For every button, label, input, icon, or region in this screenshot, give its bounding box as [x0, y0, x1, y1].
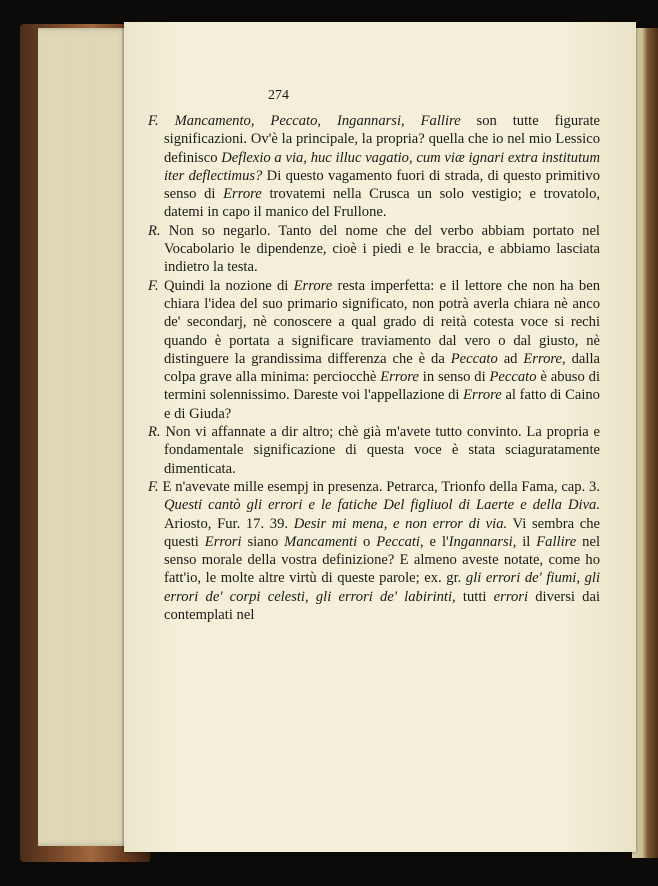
italic-text: Desir mi mena, e non error di via. — [293, 515, 508, 532]
dialogue-entry — [140, 478, 600, 624]
body-text: o — [357, 533, 377, 550]
speaker-label: F. — [148, 478, 159, 495]
italic-text: Peccati — [376, 533, 420, 550]
body-text: al fatto di Caino e di Giuda? — [164, 387, 600, 422]
italic-text: Errore — [523, 350, 563, 367]
italic-text: Errore — [223, 186, 262, 203]
body-text: nel senso morale della vostra definizione? E almeno aveste notate, come ho fatt'io, le molte altre virtù di queste parole; ex. gr. — [164, 533, 601, 587]
body-text: Ariosto, Fur. 17. 39. — [164, 515, 294, 532]
dialogue-entry — [140, 423, 600, 478]
italic-text: Peccato — [270, 113, 318, 129]
body-text: trovatemi nella Crusca un solo vestigio; e trovatolo, datemi in capo il manico del Frullone. — [164, 186, 601, 221]
italic-text: Ingannarsi — [448, 533, 513, 550]
speaker-label: R. — [148, 424, 161, 441]
italic-text: Mancamenti — [284, 533, 358, 550]
italic-text: Errore — [463, 387, 502, 404]
body-text: Vi sembra che questi — [164, 515, 601, 550]
body-text: diversi dai contemplati nel — [164, 588, 601, 624]
italic-text: gli errori de' fiumi, gli errori de' corpi celesti, gli errori de' labirinti, — [164, 570, 601, 605]
body-text: siano — [241, 533, 285, 550]
body-text: , il — [512, 533, 537, 550]
italic-text: Errori — [204, 533, 242, 550]
italic-text: Errore — [380, 369, 419, 386]
body-text: tutti — [455, 588, 494, 605]
italic-text: Errore — [293, 277, 333, 294]
italic-text: Ingannarsi — [336, 113, 402, 129]
italic-text: Mancamento — [174, 113, 251, 129]
body-text: son tutte figurate significazioni. Ov'è la principale, la propria? quella che io nel mio Lessico definisco — [164, 113, 600, 166]
body-text: ad — [497, 350, 524, 367]
body-text: , — [317, 113, 337, 129]
speaker-label: R. — [148, 222, 161, 239]
speaker-label: F. — [148, 277, 159, 294]
italic-text: Questi cantò gli errori e le fatiche Del figliuol di Laerte e della Diva. — [164, 497, 600, 514]
page-edges — [38, 28, 128, 846]
body-text: Non vi affannate a dir altro; chè già m'avete tutto convinto. La propria e fondamentale significazione di questa voce è stata sciaguratamente dimenticata. — [164, 424, 600, 477]
page-number: 274 — [268, 88, 289, 103]
italic-text: Deflexio a via, huc illuc vagatio, cum viæ ignari extra institutum iter deflectimus? — [164, 149, 600, 184]
dialogue-entry — [140, 222, 600, 277]
italic-text: Fallire — [536, 533, 577, 550]
dialogue-entry — [140, 277, 600, 423]
body-text: resta imperfetta: e il lettore che non ha ben chiara l'idea del suo primario significato, non potrà averla chiara nè anco de' secondarj, nè conoscere a qual grado di reità cotesta voce si rechi quando è portata a significare traviamento dal vero o dal giusto, nè distinguere la grandissima differenza che è da — [164, 277, 600, 367]
italic-text: Peccato — [450, 350, 498, 367]
italic-text: errori — [493, 588, 528, 605]
body-text: è abuso di termini solennissimo. Dareste voi l'appellazione di — [164, 369, 600, 404]
body-text: , e l' — [420, 533, 449, 550]
body-text: , — [250, 113, 271, 129]
speaker-label: F. — [148, 113, 159, 129]
body-text: , dalla colpa grave alla minima: perciocchè — [164, 350, 600, 386]
body-text: , — [401, 113, 421, 129]
body-text: E n'avevate mille esempj in presenza. Petrarca, Trionfo della Fama, cap. 3. — [162, 478, 600, 495]
page-text — [140, 112, 600, 624]
body-text: Non so negarlo. Tanto del nome che del verbo abbiam portato nel Vocabolario le dipendenze, cioè i piedi e le braccia, e abbiamo lasciata indietro la testa. — [164, 222, 600, 276]
body-text: Di questo vagamento fuori di strada, di questo primitivo senso di — [164, 167, 600, 203]
dialogue-entry — [140, 112, 600, 222]
body-text: Quindi la nozione di — [163, 277, 294, 294]
body-text: in senso di — [418, 369, 490, 386]
italic-text: Peccato — [489, 369, 537, 386]
italic-text: Fallire — [420, 113, 461, 129]
